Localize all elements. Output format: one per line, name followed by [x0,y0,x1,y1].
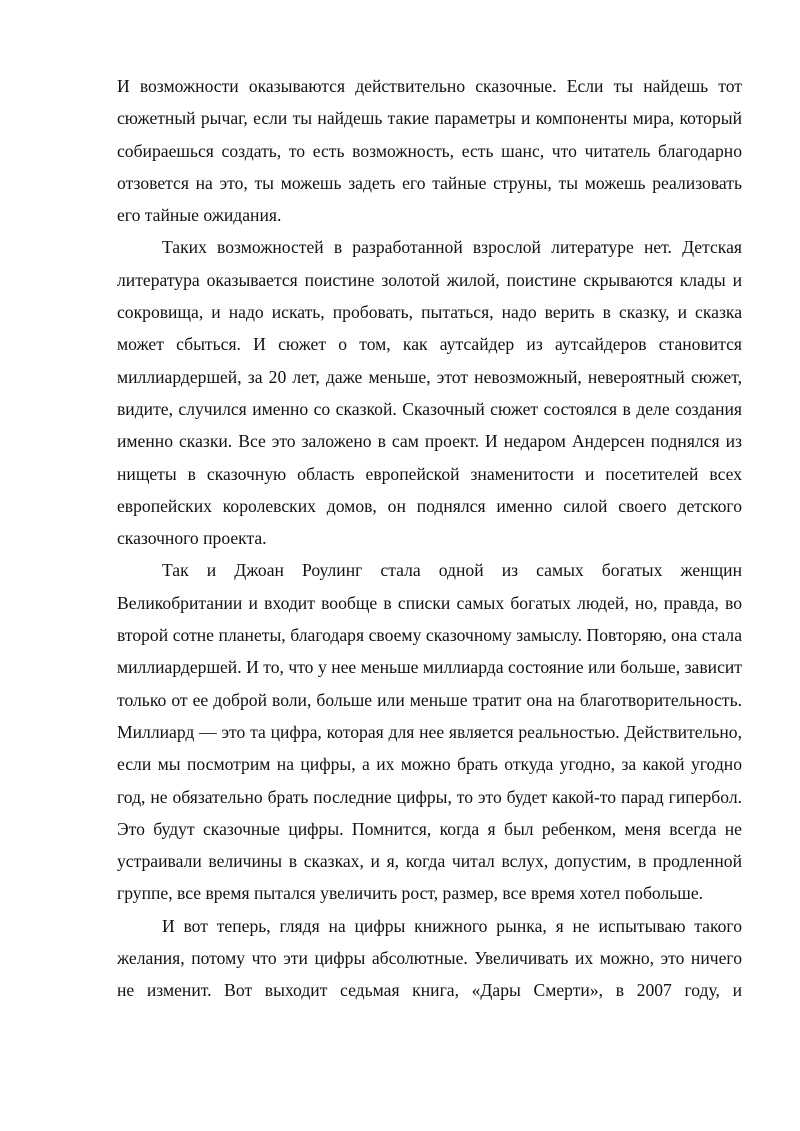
paragraph-3: Так и Джоан Роулинг стала одной из самых богатых женщин Великобритании и входит вообще в списки самых богатых людей, но, правда, во второй сотне планеты, благодаря своему сказочному замыслу. Повторяю, она стала миллиардершей. И то, что у нее меньше миллиарда состояние или больше, зависит только от ее доброй воли, больше или меньше тратит она на благотворительность. Миллиард — это та цифра, которая для нее является реальностью. Действительно, если мы посмотрим на цифры, а их можно брать откуда угодно, за какой угодно год, не обязательно брать последние цифры, то это будет какой-то парад гипербол. Это будут сказочные цифры. Помнится, когда я был ребенком, меня всегда не устраивали величины в сказках, и я, когда читал вслух, допустим, в продленной группе, все время пытался увеличить рост, размер, все время хотел побольше. [117,560,742,904]
paragraph-4: И вот теперь, глядя на цифры книжного рынка, я не испытываю такого желания, потому что эти цифры абсолютные. Увеличивать их можно, это ничего не изменит. Вот выходит седьмая книга, «Дары Смерти», в 2007 году, и [117,915,742,1001]
paragraph-2: Таких возможностей в разработанной взрослой литературе нет. Детская литература оказывается поистине золотой жилой, поистине скрываются клады и сокровища, и надо искать, пробовать, пытаться, надо верить в сказку, и сказка может сбыться. И сюжет о том, как аутсайдер из аутсайдеров становится миллиардершей, за 20 лет, даже меньше, этот невозможный, невероятный сюжет, видите, случился именно со сказкой. Сказочный сюжет состоялся в деле создания именно сказки. Все это заложено в сам проект. И недаром Андерсен поднялся из нищеты в сказочную область европейской знаменитости и посетителей всех европейских королевских домов, он поднялся именно силой своего детского сказочного проекта. [117,237,742,549]
body-text [117,70,742,1007]
paragraph-1: И возможности оказываются действительно сказочные. Если ты найдешь тот сюжетный рычаг, если ты найдешь такие параметры и компоненты мира, который собираешься создать, то есть возможность, есть шанс, что читатель благодарно отзовется на это, ты можешь задеть его тайные струны, ты можешь реализовать его тайные ожидания. [117,76,742,226]
